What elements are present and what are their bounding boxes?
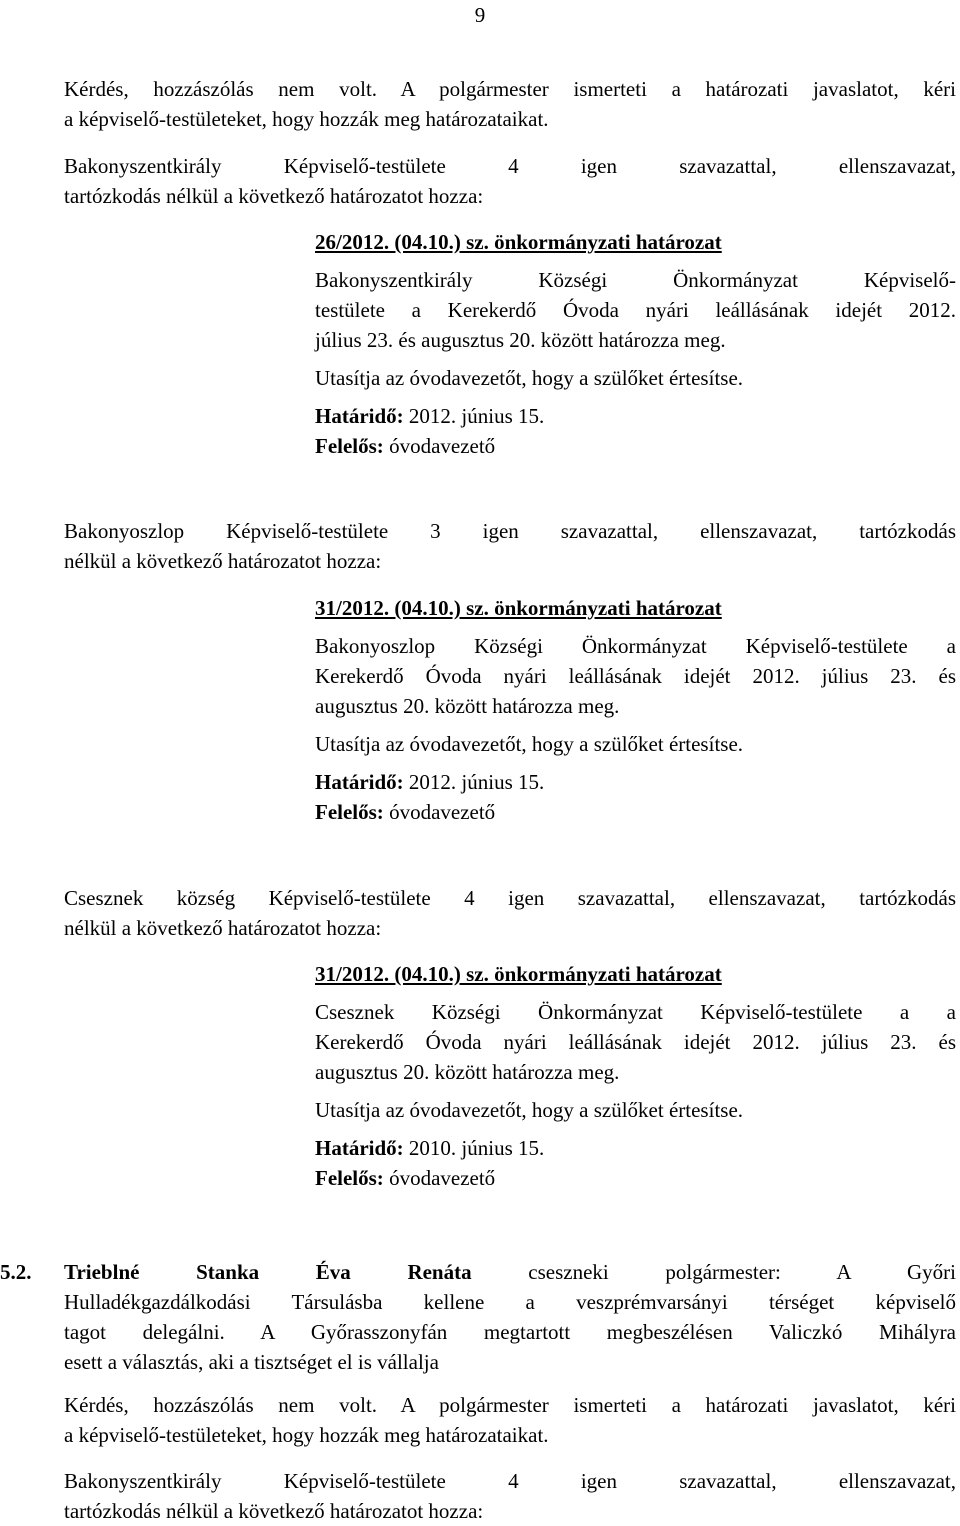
resolution-text-line: augusztus 20. között határozza meg.	[315, 694, 620, 718]
deadline-value: 2010. június 15.	[403, 1136, 545, 1160]
responsible-label: Felelős:	[315, 800, 384, 824]
text-line: Csesznek község Képviselő-testülete 4 igen szavazattal, ellenszavazat, tartózkodás	[64, 886, 956, 910]
resolution-responsible	[315, 797, 956, 827]
paragraph-discussion	[64, 74, 956, 134]
paragraph-vote	[64, 883, 956, 943]
text-line: esett a választás, aki a tisztséget el is vállalja	[64, 1350, 439, 1374]
resolution-deadline	[315, 401, 956, 431]
paragraph-discussion	[64, 1390, 956, 1450]
text-line: Kérdés, hozzászólás nem volt. A polgármester ismerteti a határozati javaslatot, kéri	[64, 1393, 956, 1417]
resolution-text-line: augusztus 20. között határozza meg.	[315, 1060, 620, 1084]
resolution-instruction: Utasítja az óvodavezetőt, hogy a szülőket értesítse.	[315, 366, 744, 390]
resolution-text-line: július 23. és augusztus 20. között határozza meg.	[315, 328, 726, 352]
resolution-text-line: Bakonyoszlop Községi Önkormányzat Képviselő-testülete a	[315, 634, 956, 658]
resolution-text-line: Kerekerdő Óvoda nyári leállásának idejét 2012. július 23. és	[315, 664, 956, 688]
text-line: Bakonyszentkirály Képviselő-testülete 4 igen szavazattal, ellenszavazat,	[64, 1469, 956, 1493]
deadline-value: 2012. június 15.	[403, 770, 545, 794]
responsible-label: Felelős:	[315, 1166, 384, 1190]
paragraph-vote	[64, 151, 956, 211]
resolution-text-line: Kerekerdő Óvoda nyári leállásának idejét 2012. július 23. és	[315, 1030, 956, 1054]
resolution-text-line: testülete a Kerekerdő Óvoda nyári leállásának idejét 2012.	[315, 298, 956, 322]
text-line: tartózkodás nélkül a következő határozatot hozza:	[64, 184, 484, 208]
resolution-block	[315, 593, 956, 827]
text-line: tartózkodás nélkül a következő határozatot hozza:	[64, 1499, 484, 1523]
deadline-label: Határidő:	[315, 404, 404, 428]
resolution-deadline	[315, 1133, 956, 1163]
deadline-label: Határidő:	[315, 1136, 404, 1160]
resolution-title: 31/2012. (04.10.) sz. önkormányzati határozat	[315, 596, 722, 620]
text-line: Bakonyoszlop Képviselő-testülete 3 igen szavazattal, ellenszavazat, tartózkodás	[64, 519, 956, 543]
responsible-value: óvodavezető	[383, 800, 496, 824]
resolution-instruction: Utasítja az óvodavezetőt, hogy a szülőket értesítse.	[315, 732, 744, 756]
speaker-name: Trieblné Stanka Éva Renáta	[64, 1260, 472, 1284]
resolution-title: 26/2012. (04.10.) sz. önkormányzati határozat	[315, 230, 722, 254]
deadline-label: Határidő:	[315, 770, 404, 794]
text-line: tagot delegálni. A Győrasszonyfán megtartott megbeszélésen Valiczkó Mihályra	[64, 1320, 956, 1344]
resolution-responsible	[315, 1163, 956, 1193]
page-number: 9	[474, 3, 486, 27]
resolution-block	[315, 227, 956, 461]
text-line: nélkül a következő határozatot hozza:	[64, 916, 382, 940]
section-5-2	[0, 1257, 956, 1377]
text-line: a képviselő-testületeket, hogy hozzák meg határozataikat.	[64, 107, 549, 131]
section-number: 5.2.	[0, 1260, 32, 1284]
paragraph-vote	[64, 516, 956, 576]
resolution-block	[315, 959, 956, 1193]
resolution-deadline	[315, 767, 956, 797]
text-line: nélkül a következő határozatot hozza:	[64, 549, 382, 573]
responsible-value: óvodavezető	[383, 434, 496, 458]
deadline-value: 2012. június 15.	[403, 404, 545, 428]
resolution-title: 31/2012. (04.10.) sz. önkormányzati határozat	[315, 962, 722, 986]
responsible-value: óvodavezető	[383, 1166, 496, 1190]
text-line: Bakonyszentkirály Képviselő-testülete 4 igen szavazattal, ellenszavazat,	[64, 154, 956, 178]
text-line: Kérdés, hozzászólás nem volt. A polgármester ismerteti a határozati javaslatot, kéri	[64, 77, 956, 101]
text-line: a képviselő-testületeket, hogy hozzák meg határozataikat.	[64, 1423, 549, 1447]
speaker-role-text: cseszneki polgármester: A Győri	[471, 1260, 956, 1284]
section-first-line	[0, 1257, 956, 1287]
paragraph-vote	[64, 1466, 956, 1526]
resolution-text-line: Bakonyszentkirály Községi Önkormányzat Képviselő-	[315, 268, 956, 292]
text-line: Hulladékgazdálkodási Társulásba kellene a veszprémvarsányi térséget képviselő	[64, 1290, 956, 1314]
resolution-instruction: Utasítja az óvodavezetőt, hogy a szülőket értesítse.	[315, 1098, 744, 1122]
resolution-text-line: Csesznek Községi Önkormányzat Képviselő-testülete a a	[315, 1000, 956, 1024]
resolution-responsible	[315, 431, 956, 461]
responsible-label: Felelős:	[315, 434, 384, 458]
